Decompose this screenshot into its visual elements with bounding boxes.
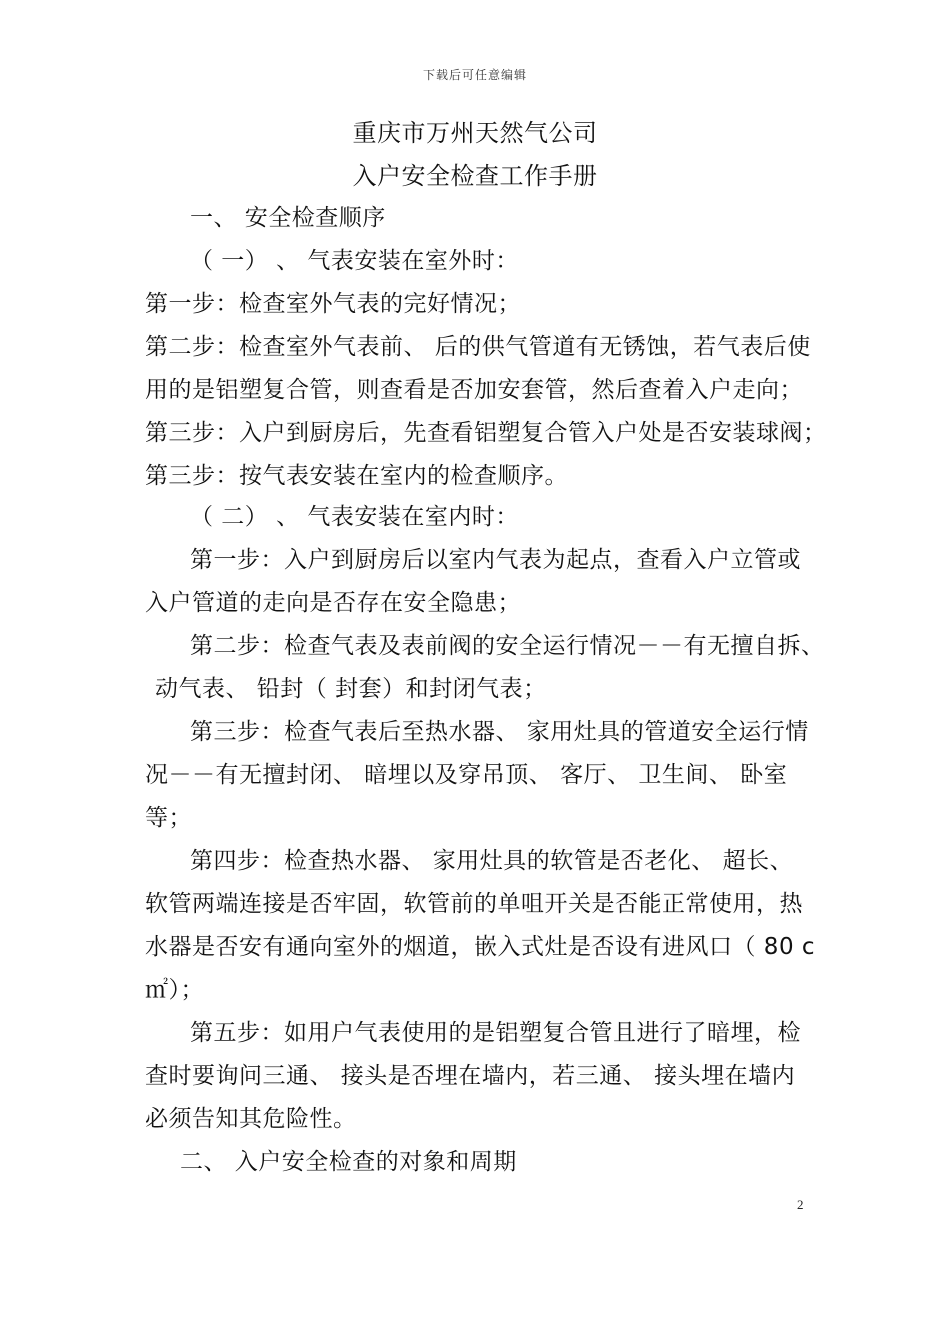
paragraph-line: 等；	[145, 805, 192, 831]
paragraph-line: ㎡）；	[145, 977, 204, 1003]
document-title: 重庆市万州天然气公司	[352, 119, 598, 147]
paragraph-line: 第三步：检查气表后至热水器、 家用灶具的管道安全运行情	[190, 719, 809, 745]
paragraph-line: 必须告知其危险性。	[145, 1106, 357, 1132]
paragraph-line: 第四步：检查热水器、 家用灶具的软管是否老化、 超长、	[190, 848, 794, 874]
page-number: 2	[797, 1197, 804, 1212]
paragraph-line: 第一步：检查室外气表的完好情况；	[145, 291, 521, 317]
section-heading: 一、 安全检查顺序	[190, 205, 386, 231]
paragraph-line: 况－－有无擅封闭、 暗埋以及穿吊顶、 客厅、 卫生间、 卧室	[145, 762, 788, 788]
paragraph-line: 第二步：检查室外气表前、 后的供气管道有无锈蚀，若气表后使	[145, 334, 811, 360]
paragraph-line: 动气表、 铅封（ 封套）和封闭气表；	[155, 676, 547, 702]
section-heading: 二、 入户安全检查的对象和周期	[180, 1149, 517, 1175]
header-note: 下载后可任意编辑	[422, 68, 527, 82]
subsection-heading: （ 一） 、 气表安装在室外时：	[190, 248, 519, 274]
document-subtitle: 入户安全检查工作手册	[352, 162, 598, 190]
paragraph-line: 第一步：入户到厨房后以室内气表为起点，查看入户立管或	[190, 547, 801, 573]
paragraph-line: 入户管道的走向是否存在安全隐患；	[145, 590, 521, 616]
paragraph-line: 第二步：检查气表及表前阀的安全运行情况－－有无擅自拆、	[190, 633, 825, 659]
paragraph-line: 第五步：如用户气表使用的是铝塑复合管且进行了暗埋，检	[190, 1020, 801, 1046]
paragraph-line: 软管两端连接是否牢固，软管前的单咀开关是否能正常使用，热	[145, 891, 803, 917]
subsection-heading: （ 二） 、 气表安装在室内时：	[190, 504, 519, 530]
paragraph-line: 用的是铝塑复合管，则查看是否加安套管，然后查着入户走向；	[145, 377, 803, 403]
paragraph-line: 第三步：按气表安装在室内的检查顺序。	[145, 463, 568, 489]
paragraph-line: 查时要询问三通、 接头是否埋在墙内，若三通、 接头埋在墙内	[145, 1063, 796, 1089]
paragraph-line: 第三步：入户到厨房后，先查看铝塑复合管入户处是否安装球阀；	[145, 420, 827, 446]
paragraph-line: 水器是否安有通向室外的烟道，嵌入式灶是否设有进风口（ 80 c	[145, 934, 816, 960]
